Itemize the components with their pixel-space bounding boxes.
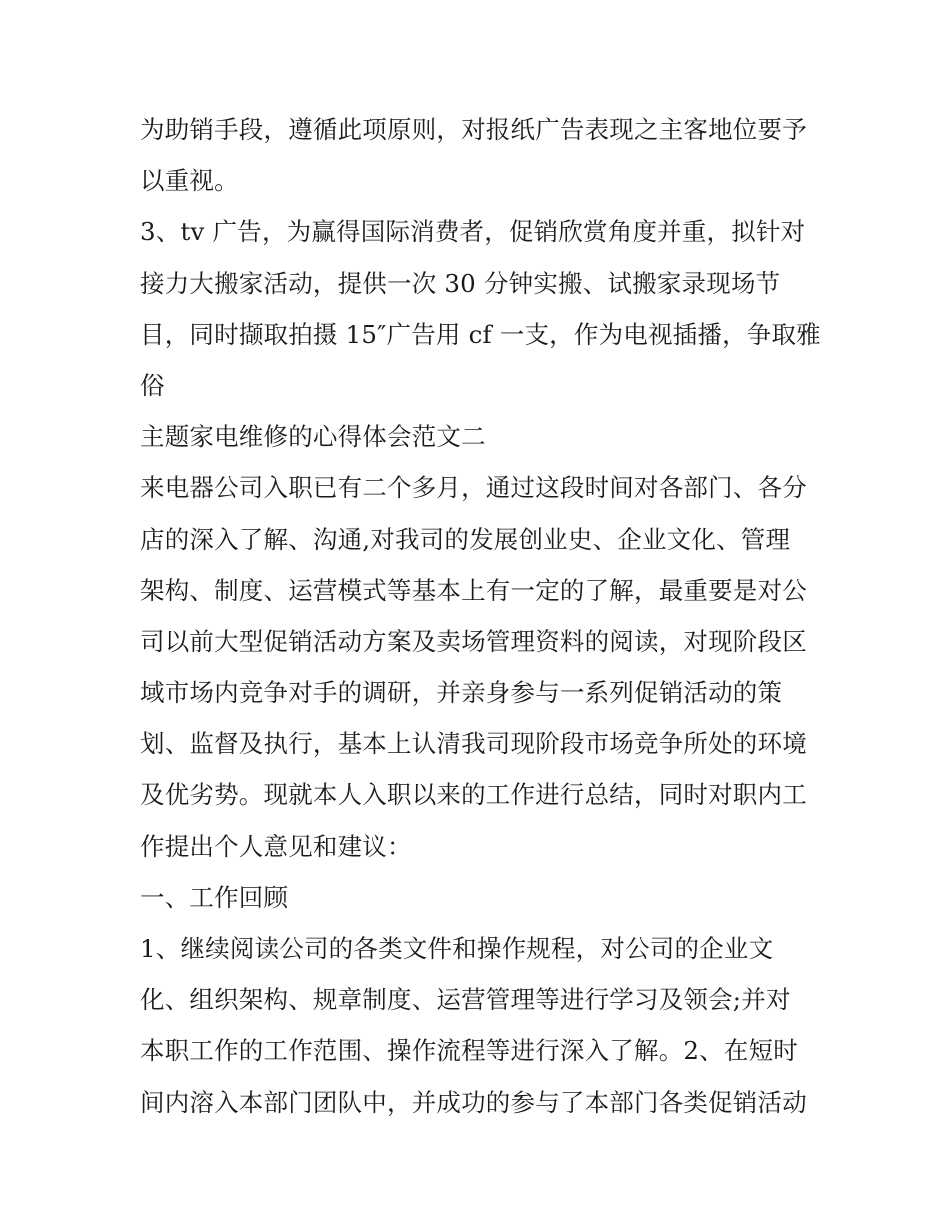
text-line: 司以前大型促销活动方案及卖场管理资料的阅读，对现阶段区 bbox=[140, 626, 807, 656]
section-heading: 一、工作回顾 bbox=[140, 882, 289, 912]
text-line: 划、监督及执行，基本上认清我司现阶段市场竞争所处的环境 bbox=[140, 729, 807, 759]
section-heading: 主题家电维修的心得体会范文二 bbox=[140, 422, 486, 452]
text-line: 化、组织架构、规章制度、运营管理等进行学习及领会;并对 bbox=[140, 985, 791, 1015]
text-line: 为助销手段，遵循此项原则，对报纸广告表现之主客地位要予 bbox=[140, 115, 807, 144]
text-line: 及优劣势。现就本人入职以来的工作进行总结，同时对职内工 bbox=[140, 780, 807, 810]
document-body bbox=[140, 104, 830, 1128]
text-line: 店的深入了解、沟通,对我司的发展创业史、企业文化、管理 bbox=[140, 524, 791, 554]
text-line: 3、tv 广告，为赢得国际消费者，促销欣赏角度并重，拟针对 bbox=[140, 217, 806, 247]
text-line: 架构、制度、运营模式等基本上有一定的了解，最重要是对公 bbox=[140, 575, 807, 605]
text-line: 作提出个人意见和建议： bbox=[140, 831, 412, 861]
text-line: 域市场内竞争对手的调研，并亲身参与一系列促销活动的策 bbox=[140, 678, 783, 708]
text-line: 本职工作的工作范围、操作流程等进行深入了解。2、在短时 bbox=[140, 1036, 798, 1066]
text-line: 目，同时撷取拍摄 15″广告用 cf 一支，作为电视插播，争取雅 bbox=[140, 319, 821, 349]
text-line: 间内溶入本部门团队中，并成功的参与了本部门各类促销活动 bbox=[140, 1087, 807, 1117]
text-line: 以重视。 bbox=[140, 166, 239, 196]
text-line: 来电器公司入职已有二个多月，通过这段时间对各部门、各分 bbox=[140, 473, 807, 503]
text-line: 1、继续阅读公司的各类文件和操作规程，对公司的企业文 bbox=[140, 934, 774, 963]
text-line: 俗 bbox=[140, 370, 165, 400]
text-line: 接力大搬家活动，提供一次 30 分钟实搬、试搬家录现场节 bbox=[140, 268, 781, 298]
